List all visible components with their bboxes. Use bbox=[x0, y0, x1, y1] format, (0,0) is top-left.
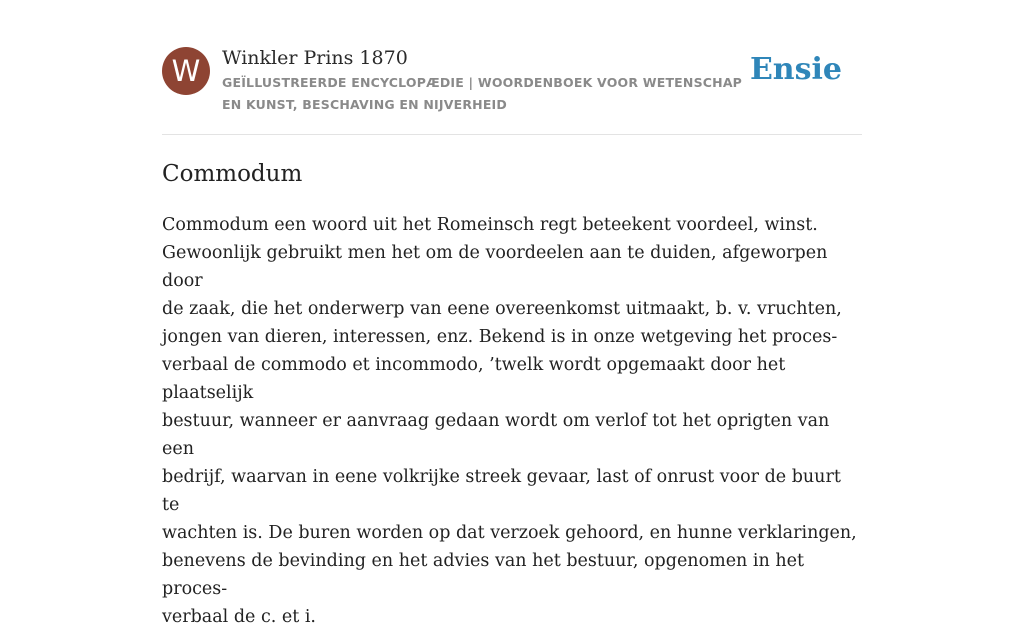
entry-line: Gewoonlijk gebruikt men het om de voordeelen aan te duiden, afgeworpen door bbox=[162, 243, 828, 291]
entry-line: benevens de bevinding en het advies van het bestuur, opgenomen in het proces- bbox=[162, 551, 804, 599]
entry-line: verbaal de commodo et incommodo, ’twelk wordt opgemaakt door het plaatselijk bbox=[162, 355, 786, 403]
entry-line: bedrijf, waarvan in eene volkrijke streek gevaar, last of onrust voor de buurt te bbox=[162, 467, 841, 515]
entry-body bbox=[162, 211, 862, 631]
page-content bbox=[162, 0, 862, 627]
entry-line: de zaak, die het onderwerp van eene overeenkomst uitmaakt, b. v. vruchten, bbox=[162, 299, 842, 319]
source-title[interactable]: Winkler Prins 1870 bbox=[222, 47, 408, 69]
source-avatar: W bbox=[162, 47, 210, 95]
ensie-logo[interactable]: Ensie bbox=[749, 52, 842, 87]
entry-line: Commodum een woord uit het Romeinsch regt beteekent voordeel, winst. bbox=[162, 215, 818, 235]
entry-line: bestuur, wanneer er aanvraag gedaan wordt om verlof tot het oprigten van een bbox=[162, 411, 830, 459]
entry-line: wachten is. De buren worden op dat verzoek gehoord, en hunne verklaringen, bbox=[162, 523, 857, 543]
entry-line: verbaal de c. et i. bbox=[162, 607, 316, 627]
entry-title: Commodum bbox=[162, 161, 303, 187]
source-subtitle: GEÏLLUSTREERDE ENCYCLOPÆDIE | WOORDENBOEK VOOR WETENSCHAP EN KUNST, BESCHAVING EN NIJVERHEID bbox=[222, 75, 743, 112]
source-header bbox=[162, 0, 862, 135]
entry-line: jongen van dieren, interessen, enz. Bekend is in onze wetgeving het proces- bbox=[162, 327, 838, 347]
